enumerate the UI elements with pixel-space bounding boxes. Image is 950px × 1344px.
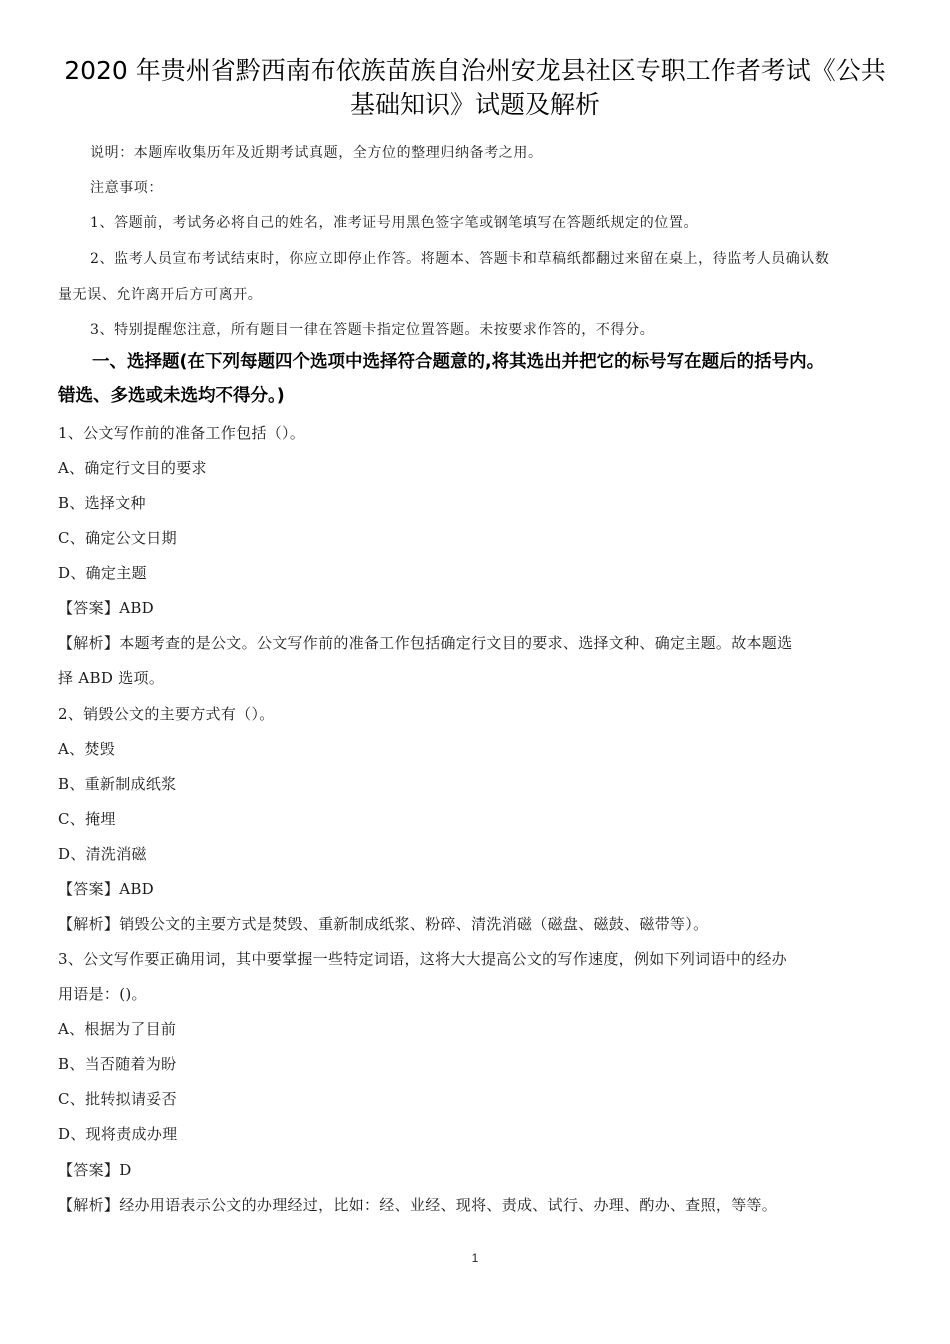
question-1-option-c: C、确定公文日期 [58, 529, 177, 547]
question-1-option-a: A、确定行文目的要求 [58, 459, 207, 477]
question-2-option-c: C、掩埋 [58, 810, 116, 828]
question-3-stem-line-2: 用语是：()。 [58, 985, 147, 1003]
question-3-stem-line-1: 3、公文写作要正确用词，其中要掌握一些特定词语，这将大大提高公文的写作速度，例如下列词语中的经办 [58, 950, 787, 968]
question-2-option-b: B、重新制成纸浆 [58, 775, 177, 793]
document-title [40, 54, 910, 122]
question-2-option-a: A、焚毁 [58, 740, 116, 758]
question-3-analysis: 【解析】经办用语表示公文的办理经过，比如：经、业经、现将、责成、试行、办理、酌办、查照，等等。 [58, 1196, 778, 1214]
question-1-option-d: D、确定主题 [58, 564, 147, 582]
question-2-option-d: D、清洗消磁 [58, 845, 147, 863]
intro-note: 说明：本题库收集历年及近期考试真题，全方位的整理归纳备考之用。 [90, 145, 543, 161]
title-line-2: 基础知识》试题及解析 [349, 90, 600, 119]
notice-item-3: 3、特别提醒您注意，所有题目一律在答题卡指定位置答题。未按要求作答的，不得分。 [90, 322, 655, 338]
section-heading-line-1: 一、选择题(在下列每题四个选项中选择符合题意的,将其选出并把它的标号写在题后的括号内。 [92, 352, 825, 372]
question-3-option-a: A、根据为了目前 [58, 1020, 177, 1038]
question-3-option-b: B、当否随着为盼 [58, 1055, 177, 1073]
notice-item-1: 1、答题前，考试务必将自己的姓名，准考证号用黑色签字笔或钢笔填写在答题纸规定的位置。 [90, 215, 699, 231]
page-number: 1 [471, 1251, 479, 1265]
question-1-answer: 【答案】ABD [58, 599, 154, 617]
title-line-1: 2020 年贵州省黔西南布依族苗族自治州安龙县社区专职工作者考试《公共 [64, 56, 886, 85]
question-1-analysis-line-1: 【解析】本题考查的是公文。公文写作前的准备工作包括确定行文目的要求、选择文种、确定主题。故本题选 [58, 634, 793, 652]
question-3-answer: 【答案】D [58, 1161, 132, 1179]
section-heading-line-2: 错选、多选或未选均不得分。) [58, 386, 285, 406]
question-2-answer: 【答案】ABD [58, 880, 154, 898]
notice-heading: 注意事项： [90, 180, 163, 196]
question-3-option-c: C、批转拟请妥否 [58, 1090, 177, 1108]
question-1-analysis-line-2: 择 ABD 选项。 [58, 669, 165, 687]
question-2-stem: 2、销毁公文的主要方式有（）。 [58, 705, 275, 723]
question-1-option-b: B、选择文种 [58, 494, 146, 512]
notice-item-2-line-2: 量无误、允许离开后方可离开。 [58, 287, 263, 303]
question-2-analysis: 【解析】销毁公文的主要方式是焚毁、重新制成纸浆、粉碎、清洗消磁（磁盘、磁鼓、磁带等）。 [58, 915, 709, 933]
notice-item-2-line-1: 2、监考人员宣布考试结束时，你应立即停止作答。将题本、答题卡和草稿纸都翻过来留在桌上，待监考人员确认数 [90, 251, 830, 267]
question-1-stem: 1、公文写作前的准备工作包括（）。 [58, 424, 306, 442]
question-3-option-d: D、现将责成办理 [58, 1125, 178, 1143]
